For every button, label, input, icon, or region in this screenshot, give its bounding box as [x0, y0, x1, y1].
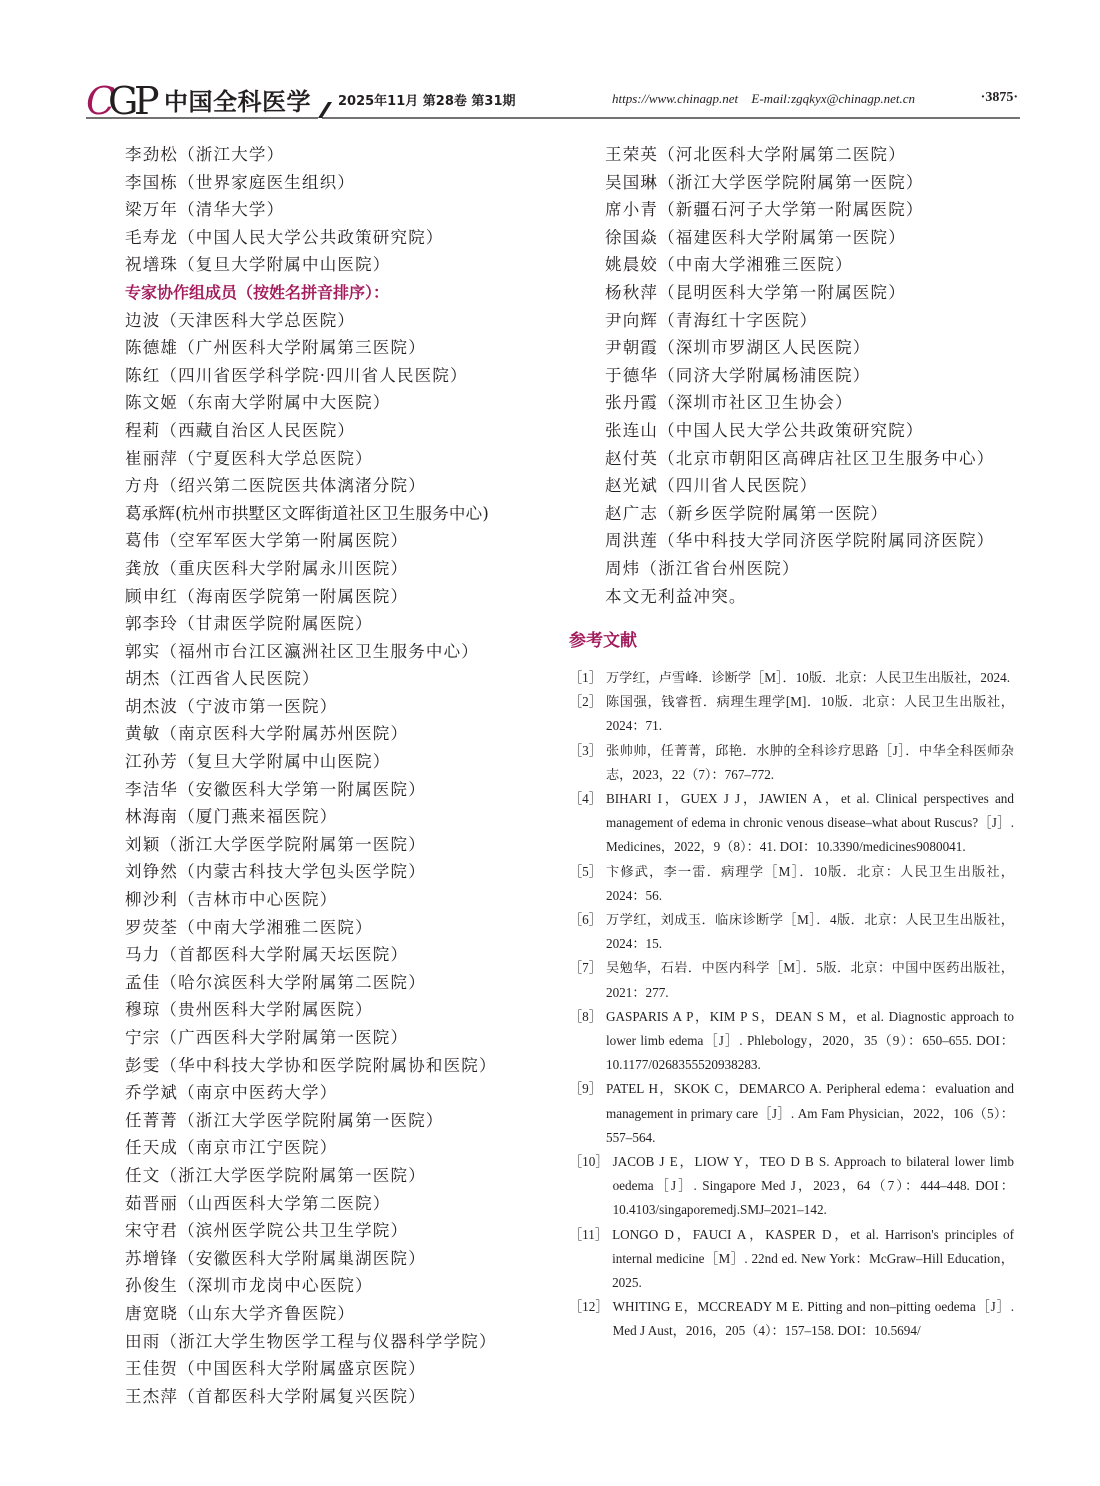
list-item: 茹晋丽（山西医科大学第二医院）	[125, 1193, 391, 1213]
reference-item	[569, 956, 1014, 1004]
list-item: 姚晨姣（中南大学湘雅三医院）	[605, 255, 853, 275]
list-item: 苏增锋（安徽医科大学附属巢湖医院）	[125, 1248, 426, 1268]
list-item: 乔学斌（南京中医药大学）	[125, 1083, 338, 1103]
list-item: 吴国琳（浙江大学医学院附属第一医院）	[605, 172, 924, 192]
reference-text: 万学红，卢雪峰．诊断学［M］．10版．北京：人民卫生出版社，2024.	[605, 670, 1011, 685]
page-number: ·3875·	[980, 90, 1018, 105]
reference-item	[569, 690, 1014, 738]
list-item: 田雨（浙江大学生物医学工程与仪器科学学院）	[125, 1331, 497, 1351]
left-column	[125, 141, 565, 1410]
list-item: 胡杰（江西省人民医院）	[125, 669, 320, 689]
list-item: 席小青（新疆石河子大学第一附属医院）	[605, 200, 924, 220]
journal-name: 中国全科医学	[164, 87, 311, 116]
list-item: 顾申红（海南医学院第一附属医院）	[125, 586, 409, 606]
reference-text: LONGO D，FAUCI A，KASPER D，et al. Harrison's principles of internal medicine［M］. 22nd ed. New York：McGraw–Hill Education，2025.	[612, 1226, 1014, 1291]
cgp-logo-mark	[86, 78, 162, 124]
issue-info: 2025年11月 第28卷 第31期	[338, 94, 516, 109]
reference-number: ［7］	[569, 960, 602, 976]
list-item: 杨秋萍（昆明医科大学第一附属医院）	[605, 282, 906, 302]
list-item: 马力（首都医科大学附属天坛医院）	[125, 945, 409, 965]
list-item: 梁万年（清华大学）	[125, 200, 285, 220]
reference-number: ［12］	[569, 1299, 609, 1315]
list-item: 孙俊生（深圳市龙岗中心医院）	[125, 1276, 373, 1296]
list-item: 柳沙利（吉林市中心医院）	[125, 890, 338, 910]
reference-number: ［5］	[569, 863, 602, 879]
list-item: 任天成（南京市江宁医院）	[125, 1138, 338, 1158]
reference-item	[569, 1005, 1014, 1078]
list-item: 黄敏（南京医科大学附属苏州医院）	[125, 724, 409, 744]
list-item: 宋守君（滨州医学院公共卫生学院）	[125, 1221, 409, 1241]
list-item: 刘铮然（内蒙古科技大学包头医学院）	[125, 862, 426, 882]
list-item: 李国栋（世界家庭医生组织）	[125, 172, 356, 192]
reference-item	[569, 860, 1014, 908]
reference-number: ［6］	[569, 912, 602, 928]
reference-item	[569, 1150, 1014, 1223]
list-item: 边波（天津医科大学总医院）	[125, 310, 356, 330]
list-item: 郭李玲（甘肃医学院附属医院）	[125, 614, 373, 634]
list-item: 陈文姬（东南大学附属中大医院）	[125, 393, 391, 413]
journal-contact	[612, 91, 925, 107]
list-item: 陈红（四川省医学科学院·四川省人民医院）	[125, 365, 468, 385]
reference-text: PATEL H，SKOK C，DEMARCO A. Peripheral edema：evaluation and management in primary care［J］. Am Fam Physician，2022，106（5）：557–564.	[605, 1081, 1014, 1145]
list-item: 张丹霞（深圳市社区卫生协会）	[605, 393, 853, 413]
reference-text: BIHARI I，GUEX J J，JAWIEN A，et al. Clinical perspectives and management of edema in chronic venous disease–what about Ruscus?［J］. Medicines，2022，9（8）：41. DOI：10.3390/medicines9080041.	[605, 791, 1014, 855]
reference-text: WHITING E，MCCREADY M E. Pitting and non–pitting oedema［J］. Med J Aust，2016，205（4）：157–158. DOI：10.5694/	[612, 1299, 1014, 1339]
list-item: 彭雯（华中科技大学协和医学院附属协和医院）	[125, 1055, 497, 1075]
reference-number: ［4］	[569, 791, 602, 807]
references-list	[569, 666, 1014, 1344]
list-item: 周炜（浙江省台州医院）	[605, 558, 800, 578]
page-header	[86, 78, 1020, 124]
reference-text: 张帅帅，任菁菁，邱艳．水肿的全科诊疗思路［J］．中华全科医师杂志，2023，22（7）：767–772.	[605, 742, 1014, 782]
list-item: 葛伟（空军军医大学第一附属医院）	[125, 531, 409, 551]
list-item: 林海南（厦门燕来福医院）	[125, 807, 338, 827]
list-item: 方舟（绍兴第二医院医共体漓渚分院）	[125, 476, 426, 496]
reference-text: GASPARIS A P，KIM P S，DEAN S M，et al. Diagnostic approach to lower limb edema［J］. Phlebology，2020，35（9）：650–655. DOI：10.1177/0268355520938283.	[605, 1008, 1014, 1073]
reference-item	[569, 1295, 1014, 1343]
reference-text: 万学红，刘成玉．临床诊断学［M］．4版．北京：人民卫生出版社，2024：15.	[605, 912, 1014, 952]
svg-text:C: C	[86, 79, 116, 123]
reference-item	[569, 908, 1014, 956]
right-column	[605, 141, 1025, 610]
list-item: 陈德雄（广州医科大学附属第三医院）	[125, 338, 426, 358]
list-item: 祝墡珠（复旦大学附属中山医院）	[125, 255, 391, 275]
list-item: 尹向辉（青海红十字医院）	[605, 310, 818, 330]
reference-item	[569, 1077, 1014, 1150]
reference-number: ［1］	[569, 670, 602, 685]
reference-text: JACOB J E，LIOW Y，TEO D B S. Approach to bilateral lower limb oedema［J］. Singapore Med J，2023，64（7）：444–448. DOI：10.4103/singaporemedj.SMJ–2021–142.	[612, 1154, 1014, 1218]
list-item: 孟佳（哈尔滨医科大学附属第二医院）	[125, 972, 426, 992]
reference-number: ［10］	[569, 1154, 609, 1170]
list-item: 葛承辉(杭州市拱墅区文晖街道社区卫生服务中心)	[125, 503, 489, 523]
list-item: 赵广志（新乡医学院附属第一医院）	[605, 503, 889, 523]
list-item: 胡杰波（宁波市第一医院）	[125, 696, 338, 716]
list-item: 王荣英（河北医科大学附属第二医院）	[605, 145, 906, 164]
reference-item	[569, 787, 1014, 860]
section-heading: 专家协作组成员（按姓名拼音排序）：	[125, 282, 390, 302]
reference-number: ［11］	[569, 1226, 609, 1242]
reference-item	[569, 1223, 1014, 1296]
list-item: 王佳贺（中国医科大学附属盛京医院）	[125, 1359, 426, 1379]
reference-item	[569, 739, 1014, 787]
reference-text: 卞修武，李一雷．病理学［M］．10版．北京：人民卫生出版社，2024：56.	[605, 863, 1014, 903]
list-item: 尹朝霞（深圳市罗湖区人民医院）	[605, 338, 871, 358]
svg-text:G: G	[108, 79, 139, 123]
reference-item	[569, 666, 1014, 690]
conflict-statement: 本文无利益冲突。	[605, 586, 747, 606]
journal-logo	[86, 78, 311, 124]
list-item: 刘颖（浙江大学医学院附属第一医院）	[125, 834, 426, 854]
list-item: 赵光斌（四川省人民医院）	[605, 476, 818, 496]
list-item: 江孙芳（复旦大学附属中山医院）	[125, 752, 391, 772]
journal-email[interactable]: E-mail:zgqkyx@chinagp.net.cn	[751, 91, 915, 106]
list-item: 龚放（重庆医科大学附属永川医院）	[125, 558, 409, 578]
list-item: 王杰萍（首都医科大学附属复兴医院）	[125, 1386, 426, 1406]
top-names-list	[125, 141, 565, 279]
list-item: 崔丽萍（宁夏医科大学总医院）	[125, 448, 373, 468]
list-item: 毛寿龙（中国人民大学公共政策研究院）	[125, 227, 444, 247]
list-item: 徐国焱（福建医科大学附属第一医院）	[605, 227, 906, 247]
list-item: 罗荧荃（中南大学湘雅二医院）	[125, 917, 373, 937]
reference-number: ［3］	[569, 742, 602, 758]
list-item: 李劲松（浙江大学）	[125, 145, 285, 164]
list-item: 任文（浙江大学医学院附属第一医院）	[125, 1165, 426, 1185]
list-item: 李洁华（安徽医科大学第一附属医院）	[125, 779, 426, 799]
reference-text: 吴勉华，石岩．中医内科学［M］．5版．北京：中国中医药出版社，2021：277.	[605, 960, 1014, 1000]
reference-text: 陈国强，钱睿哲．病理生理学[M]．10版．北京：人民卫生出版社，2024：71.	[605, 694, 1014, 734]
members-list	[125, 307, 565, 1411]
list-item: 周洪莲（华中科技大学同济医学院附属同济医院）	[605, 531, 995, 551]
list-item: 唐宽晓（山东大学齐鲁医院）	[125, 1303, 356, 1323]
reference-number: ［9］	[569, 1081, 602, 1097]
list-item: 张连山（中国人民大学公共政策研究院）	[605, 420, 924, 440]
list-item: 郭实（福州市台江区瀛洲社区卫生服务中心）	[125, 641, 479, 661]
list-item: 穆琼（贵州医科大学附属医院）	[125, 1000, 373, 1020]
svg-text:P: P	[134, 79, 160, 123]
list-item: 于德华（同济大学附属杨浦医院）	[605, 365, 871, 385]
list-item: 程莉（西藏自治区人民医院）	[125, 420, 356, 440]
members-list-continued	[605, 141, 1025, 583]
reference-number: ［8］	[569, 1008, 602, 1024]
references-title: 参考文献	[569, 631, 637, 651]
reference-number: ［2］	[569, 694, 602, 710]
list-item: 赵付英（北京市朝阳区高碑店社区卫生服务中心）	[605, 448, 995, 468]
journal-url[interactable]: https://www.chinagp.net	[612, 91, 739, 106]
list-item: 宁宗（广西医科大学附属第一医院）	[125, 1028, 409, 1047]
list-item: 任菁菁（浙江大学医学院附属第一医院）	[125, 1110, 444, 1130]
